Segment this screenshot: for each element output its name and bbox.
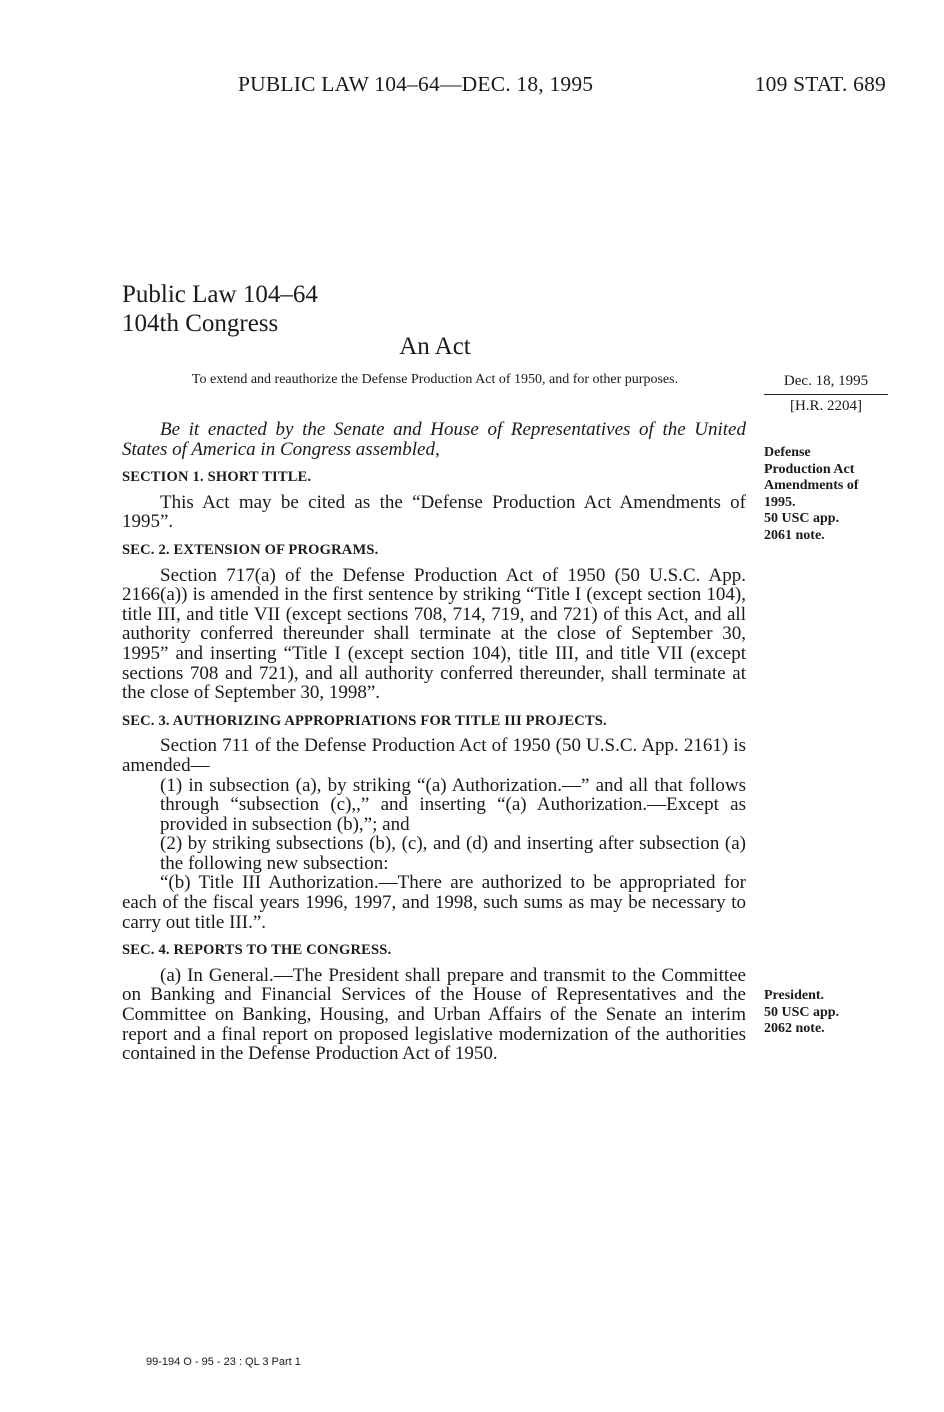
- section-3-intro: Section 711 of the Defense Production Act of 1950 (50 U.S.C. App. 2161) is amended—: [122, 735, 746, 776]
- margin-note-line: Production Act: [764, 461, 855, 477]
- margin-note-line: Defense: [764, 445, 811, 460]
- section-4-heading: SEC. 4. REPORTS TO THE CONGRESS.: [122, 942, 392, 959]
- law-number: Public Law 104–64: [122, 281, 318, 308]
- bill-number: [H.R. 2204]: [789, 398, 863, 414]
- section-3-item-2: (2) by striking subsections (b), (c), and (d) and inserting after subsection (a) the following new subsection:: [160, 833, 746, 874]
- act-purpose: To extend and reauthorize the Defense Production Act of 1950, and for other purposes.: [191, 372, 679, 387]
- margin-note-line: 50 USC app.: [764, 511, 840, 526]
- margin-note-line: 2062 note.: [764, 1021, 825, 1036]
- date-rule: [764, 394, 888, 395]
- section-2-text: Section 717(a) of the Defense Production Act of 1950 (50 U.S.C. App. 2166(a)) is amended in the first sentence by striking “Title I (except section 104), title III, and title VII (except sections 708, 714, 719, and 721) of this Act, and all authority conferred thereunder shall terminate at the close of September 30, 1995” and inserting “Title I (except section 104), title III, and title VII (except sections 708 and 721), and all authority conferred thereunder, shall terminate at the close of September 30, 1998”.: [122, 564, 746, 704]
- margin-note-line: 2061 note.: [764, 527, 825, 543]
- section-3-quoted-subsection: “(b) Title III Authorization.—There are authorized to be appropriated for each of the fiscal years 1996, 1997, and 1998, such sums as may be necessary to carry out title III.”.: [122, 872, 746, 933]
- section-1-heading: SECTION 1. SHORT TITLE.: [122, 469, 312, 486]
- enactment-clause: Be it enacted by the Senate and House of Representatives of the United States of America in Congress assembled,: [122, 419, 746, 460]
- margin-note-line: 1995.: [764, 494, 796, 510]
- margin-note-line: Amendments of: [764, 478, 859, 493]
- section-2-heading: SEC. 2. EXTENSION OF PROGRAMS.: [122, 541, 379, 558]
- congress-number: 104th Congress: [122, 310, 279, 337]
- margin-note-line: 50 USC app.: [764, 1004, 840, 1020]
- section-3-heading: SEC. 3. AUTHORIZING APPROPRIATIONS FOR TITLE III PROJECTS.: [122, 712, 607, 729]
- section-1-text: This Act may be cited as the “Defense Production Act Amendments of 1995”.: [122, 491, 746, 533]
- section-4-text: (a) In General.—The President shall prepare and transmit to the Committee on Banking and Financial Services of the House of Representatives and the Committee on Banking, Housing, and Urban Affairs of the Senate an interim report and a final report on proposed legislative modernization of the authorities contained in the Defense Production Act of 1950.: [122, 964, 746, 1065]
- margin-note-reports: [764, 988, 839, 1038]
- an-act-heading: An Act: [399, 333, 471, 360]
- margin-note-short-title: [764, 445, 859, 544]
- enactment-date: Dec. 18, 1995: [783, 373, 869, 389]
- enactment-date-block: [764, 371, 888, 417]
- section-3-item-1: (1) in subsection (a), by striking “(a) Authorization.—” and all that follows through “subsection (c),,” and inserting “(a) Authorization.—Except as provided in subsection (b),”; and: [160, 774, 746, 835]
- running-header-right: 109 STAT. 689: [754, 72, 886, 96]
- act-body: [122, 420, 746, 1064]
- running-header-left: PUBLIC LAW 104–64—DEC. 18, 1995: [238, 72, 594, 96]
- law-title-block: [122, 280, 318, 338]
- margin-note-line: President.: [764, 988, 825, 1003]
- print-footer: 99-194 O - 95 - 23 : QL 3 Part 1: [146, 1356, 301, 1368]
